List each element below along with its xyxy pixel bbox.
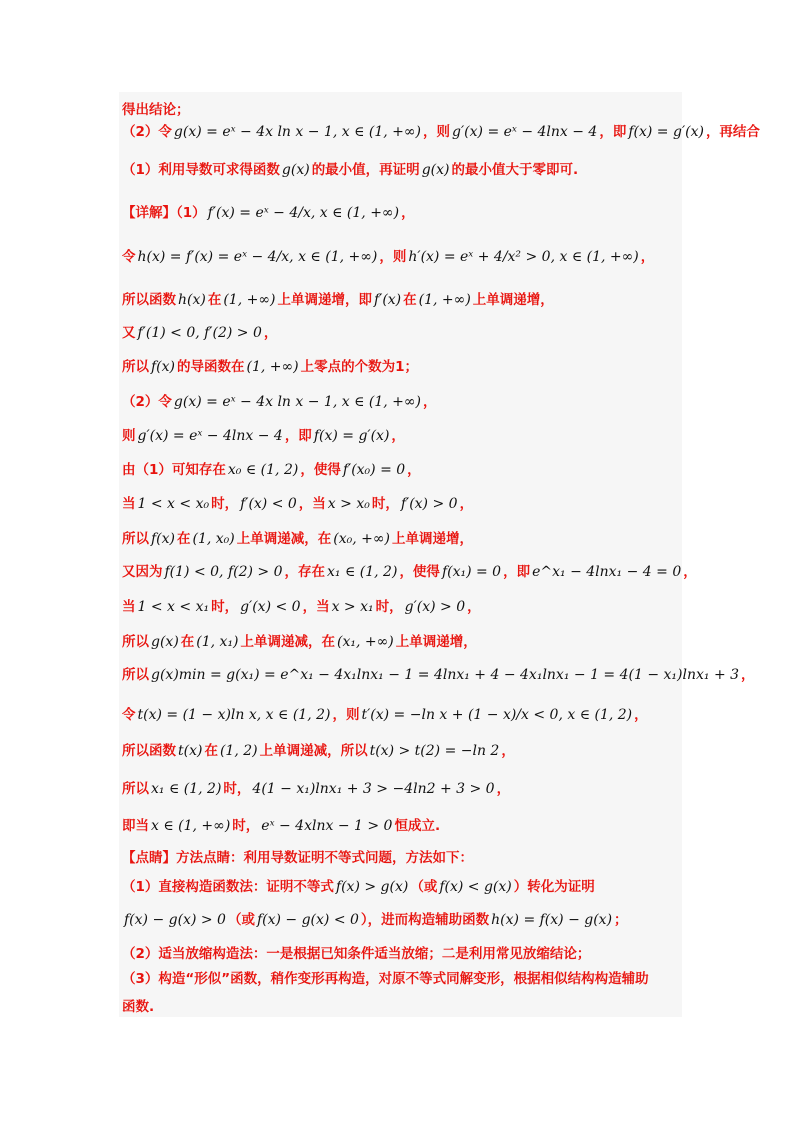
chinese-text: 在	[204, 743, 218, 759]
chinese-text: ，即	[503, 564, 531, 580]
math-expression: (x₀, +∞)	[333, 531, 390, 547]
chinese-text: ）转化为证明	[513, 879, 595, 895]
text-line	[122, 997, 154, 1017]
text-line	[122, 357, 418, 377]
text-line	[122, 100, 190, 120]
chinese-text: ，	[391, 428, 405, 444]
text-line	[122, 323, 277, 343]
chinese-text: 上单调递减，在	[240, 634, 336, 650]
chinese-text: ，则	[332, 707, 360, 723]
chinese-text: ，	[501, 743, 515, 759]
math-expression: f(1) < 0, f(2) > 0	[164, 564, 283, 580]
math-expression: x₀ ∈ (1, 2)	[227, 462, 299, 478]
math-expression: x₁ ∈ (1, 2)	[151, 781, 222, 797]
chinese-text: 当	[122, 496, 136, 512]
math-expression: f′(x₀) = 0	[342, 462, 406, 478]
chinese-text: 所以	[122, 359, 149, 375]
chinese-text: 所以	[122, 781, 149, 797]
chinese-text: ，即	[284, 428, 312, 444]
text-line	[122, 290, 554, 310]
text-line	[122, 203, 415, 223]
chinese-text: ，再结合	[705, 124, 760, 140]
math-expression: g(x)	[421, 162, 450, 178]
chinese-text: （2）令	[122, 394, 172, 410]
chinese-text: 上单调递增，	[392, 531, 473, 547]
chinese-text: 所以	[122, 634, 149, 650]
chinese-text: 即当	[122, 818, 149, 834]
chinese-text: 又	[122, 325, 136, 341]
chinese-text: ；	[614, 912, 628, 928]
chinese-text: ，	[459, 496, 474, 512]
chinese-text: ，则	[379, 249, 407, 265]
chinese-text: （1）直接构造函数法：证明不等式	[122, 879, 334, 895]
math-expression: g(x)	[281, 162, 310, 178]
text-line	[122, 247, 654, 267]
math-expression: f(x) − g(x) > 0	[124, 912, 226, 928]
chinese-text: （或	[227, 912, 255, 928]
text-line	[122, 160, 578, 180]
chinese-text: 上单调递减，所以	[259, 743, 368, 759]
math-expression: f′(1) < 0, f′(2) > 0	[137, 325, 262, 341]
math-expression: g(x)min = g(x₁) = e^x₁ − 4x₁lnx₁ − 1 = 4lnx₁ + 4 − 4x₁lnx₁ − 1 = 4(1 − x₁)lnx₁ + 3	[151, 667, 740, 683]
chinese-text: （或	[410, 879, 438, 895]
text-line	[122, 944, 590, 964]
text-line	[122, 392, 437, 412]
math-expression: x > x₁	[331, 599, 374, 615]
math-expression: t(x)	[178, 743, 203, 759]
chinese-text: 恒成立.	[394, 818, 441, 834]
chinese-text: ，当	[302, 599, 330, 615]
chinese-text: 在	[403, 292, 417, 308]
math-expression: f′(x) > 0	[400, 496, 458, 512]
math-expression: g(x) = eˣ − 4x ln x − 1, x ∈ (1, +∞)	[173, 394, 422, 410]
math-expression: t′(x) = −ln x + (1 − x)/x < 0, x ∈ (1, 2)	[361, 707, 633, 723]
chinese-text: ，	[263, 325, 278, 341]
text-line	[122, 494, 473, 514]
chinese-text: 上单调递减，在	[236, 531, 332, 547]
math-expression: e^x₁ − 4lnx₁ − 4 = 0	[532, 564, 682, 580]
text-line	[122, 910, 628, 930]
chinese-text: 在	[177, 531, 191, 547]
chinese-text: 时，	[211, 496, 239, 512]
chinese-text: 【详解】（1）	[122, 205, 206, 221]
text-line	[122, 969, 649, 989]
chinese-text: 所以函数	[122, 292, 176, 308]
text-line	[122, 562, 697, 582]
chinese-text: 则	[122, 428, 136, 444]
math-expression: 1 < x < x₀	[137, 496, 210, 512]
chinese-text: ，	[496, 781, 511, 797]
chinese-text: 又因为	[122, 564, 163, 580]
chinese-text: ，	[423, 394, 437, 410]
chinese-text: 令	[122, 249, 136, 265]
chinese-text: 令	[122, 707, 136, 723]
math-expression: g′(x) = eˣ − 4lnx − 4	[452, 124, 598, 140]
chinese-text: 的最小值，再证明	[311, 162, 420, 178]
math-expression: f′(x)	[373, 292, 402, 308]
chinese-text: 时，	[375, 599, 403, 615]
chinese-text: 由（1）可知存在	[122, 462, 226, 478]
chinese-text: ，则	[423, 124, 451, 140]
math-expression: (1, x₀)	[192, 531, 235, 547]
chinese-text: 的最小值大于零即可.	[451, 162, 579, 178]
chinese-text: （1）利用导数可求得函数	[122, 162, 280, 178]
chinese-text: 上单调递增，	[395, 634, 477, 650]
text-line	[122, 597, 481, 617]
math-expression: (1, +∞)	[223, 292, 276, 308]
chinese-text: 上单调递增，即	[277, 292, 372, 308]
chinese-text: 时，	[232, 818, 260, 834]
chinese-text: 在	[207, 292, 222, 308]
math-expression: f′(x) = eˣ − 4/x, x ∈ (1, +∞)	[207, 205, 400, 221]
math-expression: h(x)	[178, 292, 206, 308]
math-expression: x > x₀	[327, 496, 370, 512]
math-expression: h′(x) = eˣ + 4/x² > 0, x ∈ (1, +∞)	[408, 249, 639, 265]
chinese-text: ，	[407, 462, 421, 478]
chinese-text: 得出结论；	[122, 102, 190, 118]
chinese-text: ，	[640, 249, 655, 265]
math-expression: t(x) = (1 − x)ln x, x ∈ (1, 2)	[137, 707, 331, 723]
math-expression: f(x₁) = 0	[441, 564, 502, 580]
math-expression: f(x) = g′(x)	[628, 124, 704, 140]
chinese-text: 函数.	[122, 999, 155, 1015]
math-expression: x₁ ∈ (1, 2)	[327, 564, 398, 580]
text-line	[122, 665, 755, 685]
math-expression: t(x) > t(2) = −ln 2	[369, 743, 500, 759]
chinese-text: ，即	[599, 124, 627, 140]
chinese-text: ，	[401, 205, 415, 221]
chinese-text: 【点睛】方法点睛：利用导数证明不等式问题，方法如下：	[122, 850, 473, 866]
math-expression: x ∈ (1, +∞)	[151, 818, 231, 834]
math-expression: g(x)	[151, 634, 179, 650]
chinese-text: ，使得	[300, 462, 341, 478]
chinese-text: 时，	[371, 496, 399, 512]
chinese-text: 上单调递增，	[472, 292, 554, 308]
math-expression: (1, +∞)	[246, 359, 299, 375]
chinese-text: 上零点的个数为1；	[300, 359, 419, 375]
chinese-text: ），进而构造辅助函数	[360, 912, 490, 928]
math-expression: g′(x) = eˣ − 4lnx − 4	[137, 428, 283, 444]
chinese-text: ，存在	[284, 564, 326, 580]
chinese-text: 的导函数在	[177, 359, 245, 375]
chinese-text: 所以	[122, 667, 149, 683]
text-line	[122, 877, 595, 897]
math-expression: f(x) < g(x)	[439, 879, 512, 895]
text-line	[122, 741, 515, 761]
chinese-text: ，当	[298, 496, 326, 512]
chinese-text: 当	[122, 599, 136, 615]
math-expression: 1 < x < x₁	[137, 599, 210, 615]
text-line	[122, 122, 760, 142]
chinese-text: ，	[634, 707, 648, 723]
chinese-text: ，	[467, 599, 481, 615]
math-expression: f(x)	[151, 531, 176, 547]
math-expression: f(x) > g(x)	[335, 879, 409, 895]
math-expression: g′(x) < 0	[240, 599, 301, 615]
math-expression: eˣ − 4xlnx − 1 > 0	[261, 818, 393, 834]
math-expression: h(x) = f′(x) = eˣ − 4/x, x ∈ (1, +∞)	[137, 249, 378, 265]
math-expression: f(x) = g′(x)	[313, 428, 390, 444]
math-expression: f′(x) < 0	[240, 496, 297, 512]
text-line	[122, 632, 477, 652]
text-line	[122, 705, 648, 725]
math-expression: (1, +∞)	[418, 292, 471, 308]
text-line	[122, 460, 421, 480]
math-expression: 4(1 − x₁)lnx₁ + 3 > −4ln2 + 3 > 0	[252, 781, 495, 797]
math-expression: (1, 2)	[219, 743, 258, 759]
chinese-text: （3）构造“形似”函数，稍作变形再构造，对原不等式同解变形，根据相似结构构造辅助	[122, 971, 649, 987]
math-expression: f(x) − g(x) < 0	[256, 912, 359, 928]
chinese-text: 在	[180, 634, 195, 650]
math-expression: h(x) = f(x) − g(x)	[491, 912, 613, 928]
chinese-text: ，	[683, 564, 697, 580]
chinese-text: （2）令	[122, 124, 172, 140]
text-line	[122, 426, 405, 446]
chinese-text: 时，	[211, 599, 239, 615]
math-expression: f(x)	[151, 359, 176, 375]
chinese-text: （2）适当放缩构造法：一是根据已知条件适当放缩；二是利用常见放缩结论；	[122, 946, 591, 962]
chinese-text: 时，	[223, 781, 251, 797]
math-expression: (1, x₁)	[196, 634, 239, 650]
text-line	[122, 529, 473, 549]
math-expression: g′(x) > 0	[404, 599, 466, 615]
math-expression: (x₁, +∞)	[337, 634, 394, 650]
text-line	[122, 816, 440, 836]
text-line	[122, 848, 473, 868]
text-line	[122, 779, 510, 799]
chinese-text: 所以函数	[122, 743, 176, 759]
chinese-text: ，	[741, 667, 755, 683]
math-expression: g(x) = eˣ − 4x ln x − 1, x ∈ (1, +∞)	[173, 124, 422, 140]
chinese-text: ，使得	[399, 564, 440, 580]
chinese-text: 所以	[122, 531, 149, 547]
